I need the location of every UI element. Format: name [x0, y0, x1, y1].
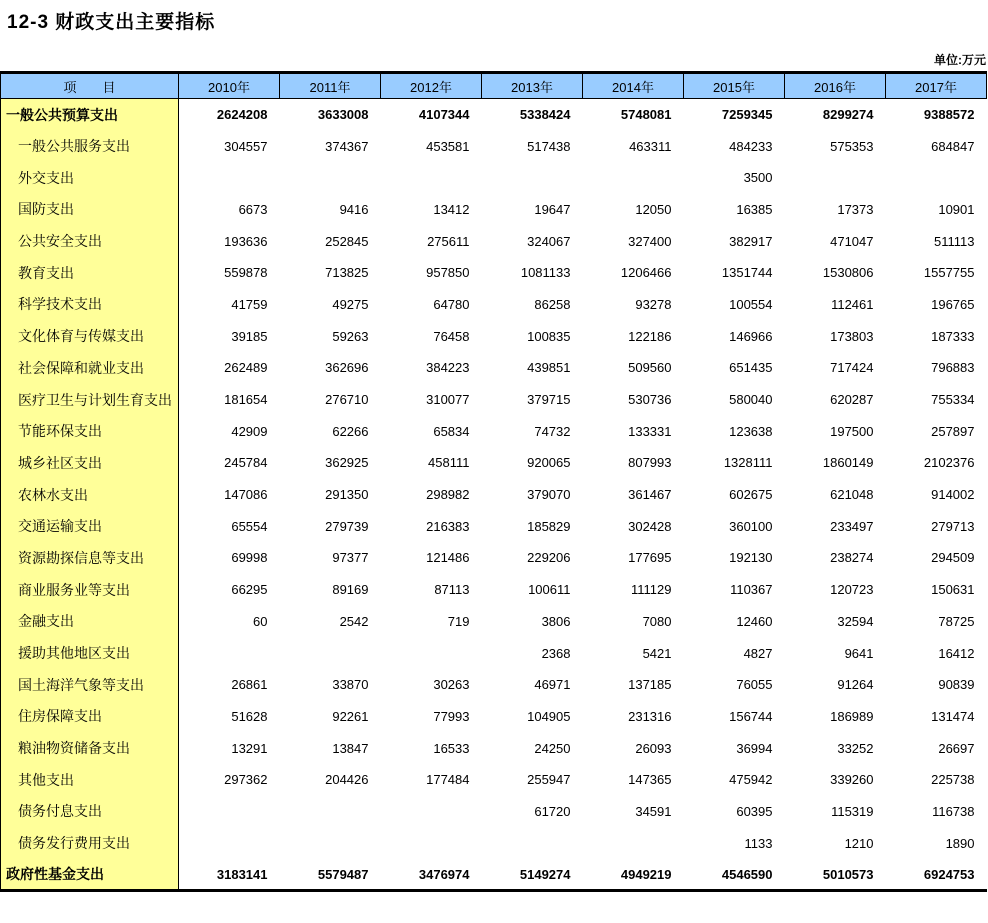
row-label: 教育支出	[1, 257, 179, 289]
year-column-header-2015: 2015年	[684, 73, 785, 99]
value-cell: 97377	[332, 550, 369, 566]
table-row	[1, 289, 987, 321]
value-cell: 89169	[332, 582, 369, 598]
value-cell: 30263	[433, 677, 470, 693]
value-cell: 65554	[231, 518, 268, 534]
value-cell: 13291	[231, 740, 268, 756]
value-cell: 362696	[325, 360, 369, 376]
value-cell: 530736	[628, 392, 672, 408]
value-cell	[280, 827, 381, 859]
value-cell: 1530806	[822, 265, 874, 281]
value-cell: 62266	[332, 423, 369, 439]
value-cell: 19647	[534, 201, 571, 217]
value-cell: 17373	[837, 201, 874, 217]
value-cell: 150631	[931, 582, 975, 598]
value-cell: 1890	[945, 835, 975, 851]
value-cell: 177484	[426, 772, 470, 788]
value-cell: 517438	[527, 138, 571, 154]
value-cell: 110367	[730, 582, 773, 598]
table-row	[1, 701, 987, 733]
value-cell: 559878	[224, 265, 268, 281]
value-cell: 2542	[339, 613, 369, 629]
value-cell: 186989	[830, 708, 874, 724]
row-label: 其他支出	[1, 764, 179, 796]
year-column-header-2014: 2014年	[583, 73, 684, 99]
value-cell: 360100	[729, 518, 773, 534]
value-cell: 177695	[628, 550, 672, 566]
value-cell: 146966	[729, 328, 773, 344]
value-cell: 294509	[931, 550, 975, 566]
value-cell: 298982	[426, 487, 470, 503]
value-cell: 33252	[837, 740, 874, 756]
table-row	[1, 637, 987, 669]
year-column-header-2012: 2012年	[381, 73, 482, 99]
value-cell: 51628	[231, 708, 268, 724]
row-label: 资源勘探信息等支出	[1, 542, 179, 574]
value-cell	[482, 162, 583, 194]
value-cell: 133331	[628, 423, 672, 439]
value-cell: 112461	[831, 296, 874, 312]
value-cell: 7080	[642, 613, 672, 629]
value-cell: 4949219	[620, 866, 672, 882]
value-cell: 310077	[426, 392, 470, 408]
value-cell: 1081133	[520, 265, 571, 281]
year-column-header-2011: 2011年	[280, 73, 381, 99]
page-title: 12-3 财政支出主要指标	[7, 12, 216, 33]
value-cell: 9641	[844, 645, 874, 661]
value-cell	[785, 162, 886, 194]
row-label: 公共安全支出	[1, 225, 179, 257]
value-cell: 5338424	[519, 107, 571, 123]
value-cell: 65834	[433, 423, 470, 439]
table-row	[1, 415, 987, 447]
value-cell: 12050	[635, 201, 672, 217]
value-cell: 279713	[931, 518, 975, 534]
value-cell: 229206	[527, 550, 571, 566]
value-cell: 33870	[332, 677, 369, 693]
table-row	[1, 257, 987, 289]
value-cell: 216383	[426, 518, 470, 534]
value-cell: 379715	[527, 392, 571, 408]
value-cell	[179, 827, 280, 859]
value-cell: 61720	[534, 803, 571, 819]
value-cell: 4827	[743, 645, 773, 661]
value-cell: 34591	[635, 803, 672, 819]
value-cell: 26093	[635, 740, 672, 756]
value-cell: 5579487	[317, 866, 369, 882]
value-cell: 233497	[830, 518, 874, 534]
value-cell: 39185	[231, 328, 268, 344]
row-label: 国防支出	[1, 194, 179, 226]
value-cell	[280, 796, 381, 828]
table-header	[1, 73, 987, 99]
value-cell: 13847	[332, 740, 369, 756]
value-cell: 122186	[628, 328, 672, 344]
value-cell: 66295	[231, 582, 268, 598]
value-cell: 9388572	[923, 107, 975, 123]
value-cell: 719	[447, 613, 470, 629]
row-label: 交通运输支出	[1, 510, 179, 542]
table-row	[1, 479, 987, 511]
table-row	[1, 606, 987, 638]
value-cell: 3183141	[216, 866, 268, 882]
value-cell: 42909	[231, 423, 268, 439]
value-cell: 49275	[332, 296, 369, 312]
value-cell: 257897	[931, 423, 975, 439]
value-cell	[381, 827, 482, 859]
value-cell: 12460	[736, 613, 773, 629]
value-cell	[280, 637, 381, 669]
year-column-header-2010: 2010年	[179, 73, 280, 99]
value-cell: 5748081	[620, 107, 672, 123]
value-cell: 262489	[224, 360, 268, 376]
value-cell: 458111	[428, 455, 470, 471]
value-cell: 957850	[426, 265, 470, 281]
row-label: 城乡社区支出	[1, 447, 179, 479]
value-cell: 1210	[844, 835, 874, 851]
value-cell: 92261	[332, 708, 369, 724]
value-cell: 2102376	[923, 455, 975, 471]
value-cell: 121486	[426, 550, 470, 566]
value-cell: 69998	[231, 550, 268, 566]
unit-label: 单位:万元	[934, 53, 986, 67]
value-cell: 1328111	[723, 455, 773, 471]
value-cell: 2624208	[216, 107, 268, 123]
value-cell: 807993	[628, 455, 672, 471]
table-row	[1, 194, 987, 226]
row-label: 医疗卫生与计划生育支出	[1, 384, 179, 416]
value-cell: 3633008	[317, 107, 369, 123]
year-column-header-2017: 2017年	[886, 73, 987, 99]
value-cell: 197500	[830, 423, 874, 439]
value-cell: 24250	[534, 740, 571, 756]
value-cell: 471047	[830, 233, 874, 249]
value-cell: 173803	[830, 328, 874, 344]
value-cell: 104905	[527, 708, 571, 724]
value-cell: 5149274	[519, 866, 571, 882]
value-cell: 252845	[325, 233, 369, 249]
value-cell: 463311	[629, 138, 672, 154]
value-cell: 6673	[238, 201, 268, 217]
table-row	[1, 796, 987, 828]
value-cell: 1206466	[620, 265, 672, 281]
table-row	[1, 574, 987, 606]
row-label: 商业服务业等支出	[1, 574, 179, 606]
row-label: 国土海洋气象等支出	[1, 669, 179, 701]
value-cell: 147086	[224, 487, 268, 503]
value-cell: 255947	[527, 772, 571, 788]
value-cell: 621048	[830, 487, 874, 503]
value-cell: 713825	[325, 265, 369, 281]
table-row	[1, 352, 987, 384]
row-label: 农林水支出	[1, 479, 179, 511]
value-cell: 100554	[729, 296, 773, 312]
value-cell: 339260	[830, 772, 874, 788]
value-cell: 717424	[830, 360, 874, 376]
value-cell: 16412	[938, 645, 975, 661]
value-cell	[179, 162, 280, 194]
value-cell: 1557755	[923, 265, 975, 281]
row-label: 住房保障支出	[1, 701, 179, 733]
value-cell: 279739	[325, 518, 369, 534]
table-row	[1, 130, 987, 162]
value-cell: 93278	[635, 296, 672, 312]
table-row	[1, 542, 987, 574]
value-cell	[179, 796, 280, 828]
row-label: 一般公共服务支出	[1, 130, 179, 162]
value-cell: 382917	[729, 233, 773, 249]
value-cell: 276710	[325, 392, 369, 408]
value-cell: 6924753	[923, 866, 975, 882]
value-cell: 100835	[527, 328, 571, 344]
value-cell: 60395	[736, 803, 773, 819]
value-cell: 77993	[433, 708, 470, 724]
value-cell: 302428	[628, 518, 672, 534]
value-cell	[381, 796, 482, 828]
value-cell: 796883	[931, 360, 975, 376]
year-column-header-2016: 2016年	[785, 73, 886, 99]
value-cell: 111129	[631, 582, 672, 598]
table-row	[1, 447, 987, 479]
value-cell: 131474	[931, 708, 975, 724]
value-cell: 60	[253, 613, 268, 629]
value-cell: 291350	[325, 487, 369, 503]
value-cell	[482, 827, 583, 859]
value-cell: 187333	[931, 328, 975, 344]
value-cell: 116738	[932, 803, 975, 819]
year-column-header-2013: 2013年	[482, 73, 583, 99]
row-label: 金融支出	[1, 606, 179, 638]
value-cell: 13412	[433, 201, 470, 217]
value-cell: 511113	[934, 233, 975, 249]
header-row	[1, 73, 987, 99]
item-column-header: 项 目	[1, 73, 179, 99]
value-cell: 86258	[534, 296, 571, 312]
value-cell: 2368	[541, 645, 571, 661]
value-cell	[179, 637, 280, 669]
value-cell: 1133	[744, 835, 773, 851]
row-label: 债务付息支出	[1, 796, 179, 828]
value-cell: 379070	[527, 487, 571, 503]
fiscal-expenditure-table	[0, 71, 987, 892]
value-cell: 238274	[830, 550, 874, 566]
value-cell: 91264	[837, 677, 874, 693]
value-cell: 484233	[729, 138, 773, 154]
table-row	[1, 99, 987, 131]
table-row	[1, 827, 987, 859]
value-cell: 684847	[931, 138, 975, 154]
table-body	[1, 99, 987, 891]
value-cell: 475942	[729, 772, 773, 788]
value-cell: 9416	[339, 201, 369, 217]
value-cell: 76458	[433, 328, 470, 344]
table-row	[1, 732, 987, 764]
value-cell	[583, 162, 684, 194]
value-cell: 100611	[528, 582, 571, 598]
value-cell: 78725	[938, 613, 975, 629]
value-cell	[280, 162, 381, 194]
value-cell: 509560	[628, 360, 672, 376]
value-cell: 297362	[224, 772, 268, 788]
value-cell: 231316	[628, 708, 672, 724]
value-cell: 384223	[426, 360, 470, 376]
value-cell: 245784	[224, 455, 268, 471]
value-cell: 181654	[224, 392, 268, 408]
row-label: 文化体育与传媒支出	[1, 320, 179, 352]
value-cell: 651435	[729, 360, 773, 376]
value-cell: 10901	[938, 201, 975, 217]
row-label: 社会保障和就业支出	[1, 352, 179, 384]
value-cell: 755334	[931, 392, 975, 408]
value-cell: 620287	[830, 392, 874, 408]
value-cell: 41759	[231, 296, 268, 312]
value-cell: 327400	[628, 233, 672, 249]
value-cell: 185829	[527, 518, 571, 534]
table-row	[1, 225, 987, 257]
value-cell: 115319	[831, 803, 874, 819]
value-cell: 324067	[527, 233, 571, 249]
value-cell: 64780	[433, 296, 470, 312]
row-label: 粮油物资储备支出	[1, 732, 179, 764]
value-cell: 3476974	[418, 866, 470, 882]
value-cell: 46971	[534, 677, 571, 693]
value-cell: 193636	[224, 233, 268, 249]
row-label: 一般公共预算支出	[1, 99, 179, 131]
value-cell: 361467	[628, 487, 672, 503]
table-row	[1, 859, 987, 891]
value-cell	[886, 162, 987, 194]
value-cell: 120723	[830, 582, 874, 598]
value-cell: 575353	[830, 138, 874, 154]
value-cell: 914002	[931, 487, 975, 503]
value-cell: 156744	[729, 708, 773, 724]
row-label: 援助其他地区支出	[1, 637, 179, 669]
table-row	[1, 320, 987, 352]
value-cell: 580040	[729, 392, 773, 408]
table-row	[1, 384, 987, 416]
value-cell: 123638	[729, 423, 773, 439]
value-cell: 16533	[433, 740, 470, 756]
row-label: 债务发行费用支出	[1, 827, 179, 859]
value-cell: 204426	[325, 772, 369, 788]
value-cell: 8299274	[822, 107, 874, 123]
value-cell: 76055	[736, 677, 773, 693]
value-cell: 920065	[527, 455, 571, 471]
value-cell: 137185	[628, 677, 672, 693]
value-cell: 26697	[938, 740, 975, 756]
value-cell: 87113	[434, 582, 470, 598]
row-label: 政府性基金支出	[1, 859, 179, 891]
value-cell	[381, 637, 482, 669]
row-label: 外交支出	[1, 162, 179, 194]
value-cell: 5421	[642, 645, 672, 661]
value-cell: 362925	[325, 455, 369, 471]
row-label: 科学技术支出	[1, 289, 179, 321]
value-cell: 1860149	[822, 455, 874, 471]
value-cell: 4107344	[418, 107, 470, 123]
value-cell: 275611	[427, 233, 470, 249]
value-cell: 192130	[729, 550, 773, 566]
value-cell: 602675	[729, 487, 773, 503]
value-cell: 32594	[837, 613, 874, 629]
table-row	[1, 669, 987, 701]
value-cell: 439851	[527, 360, 571, 376]
value-cell: 3806	[541, 613, 571, 629]
value-cell: 196765	[931, 296, 975, 312]
table-row	[1, 510, 987, 542]
value-cell: 26861	[231, 677, 268, 693]
value-cell: 90839	[938, 677, 975, 693]
value-cell: 147365	[628, 772, 672, 788]
value-cell: 5010573	[822, 866, 874, 882]
value-cell	[381, 162, 482, 194]
value-cell: 225738	[931, 772, 975, 788]
value-cell: 4546590	[721, 866, 773, 882]
table-row	[1, 162, 987, 194]
value-cell: 1351744	[721, 265, 773, 281]
value-cell: 374367	[325, 138, 369, 154]
table-row	[1, 764, 987, 796]
value-cell	[583, 827, 684, 859]
value-cell: 453581	[426, 138, 470, 154]
value-cell: 304557	[224, 138, 268, 154]
value-cell: 74732	[534, 423, 571, 439]
value-cell: 36994	[736, 740, 773, 756]
value-cell: 16385	[736, 201, 773, 217]
value-cell: 59263	[332, 328, 369, 344]
value-cell: 3500	[743, 170, 773, 186]
row-label: 节能环保支出	[1, 415, 179, 447]
value-cell: 7259345	[721, 107, 773, 123]
